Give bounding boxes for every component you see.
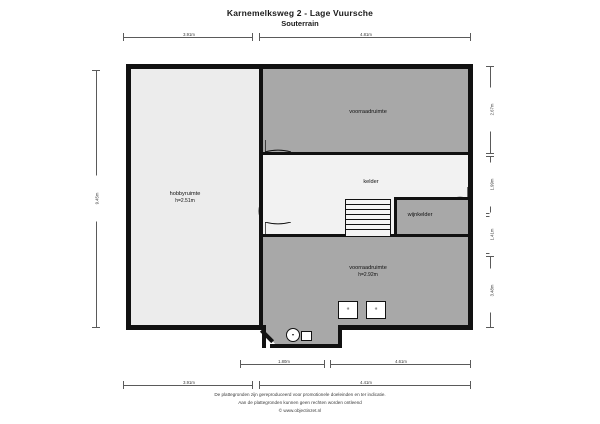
wall-bottom-right [339,325,473,330]
wall-bay-right [338,325,342,348]
dimension-text: 4.81m [340,32,392,37]
page-title: Karnemelksweg 2 - Lage Vuursche [226,8,374,18]
room-label-hobbyruimte [155,190,215,205]
room-area: h=2.92m [358,272,378,279]
dimension-text: 3.48m [490,269,495,313]
door-swing-icon-wijnkelder [452,186,468,199]
room-name: hobbyruimte [169,191,201,197]
room-name: wijnkelder [407,212,433,218]
room-area: h=2.51m [175,198,195,205]
room-name: voorraadruimte [349,265,387,271]
room-name: voorraadruimte [349,109,387,115]
dimension-text: 2.67m [490,88,495,132]
room-name: kelder [363,179,379,185]
door-swing-icon-voorraad-upper [265,138,291,152]
dimension-text: 3.91m [163,32,215,37]
dimension-text: 1.80m [258,359,310,364]
wall-divider-horizontal-upper [263,152,471,155]
disclaimer-line-1: De plattegronden zijn gereproduceerd voor promotionele doeleinden en ter indicatie. [214,392,386,397]
dimension-text: 9.45m [95,176,100,222]
disclaimer-line-2: Aan de plattegronden kunnen geen rechten worden ontleend [238,400,362,405]
floor-drain-icon: ▾ [286,328,300,342]
wall-bottom-left [126,325,266,330]
fixture-appliance-right: ✳ [366,301,386,319]
room-label-voorraadruimte-upper [333,108,403,116]
room-label-kelder [351,178,391,186]
room-label-voorraadruimte-lower [333,264,403,279]
dimension-text: 1.41m [490,213,495,257]
window-icon-bay [301,331,312,341]
wall-left [126,64,131,330]
wall-top [126,64,473,69]
door-swing-icon-voorraad-lower [265,222,291,236]
stairs-icon [345,199,391,237]
dimension-text: 1.99m [490,163,495,207]
wall-bay-bottom [270,344,342,348]
dimension-text: 4.41m [340,380,392,385]
room-label-wijnkelder [394,211,446,219]
dimension-text: 4.61m [375,359,427,364]
copyright-line: © www.objectinzet.nl [278,408,322,413]
dimension-text: 3.91m [163,380,215,385]
fixture-appliance-left: ✳ [338,301,358,319]
door-swing-icon-hobby [240,200,262,222]
wall-divider-vertical-main [259,64,263,328]
page-subtitle: Souterrain [281,19,319,28]
